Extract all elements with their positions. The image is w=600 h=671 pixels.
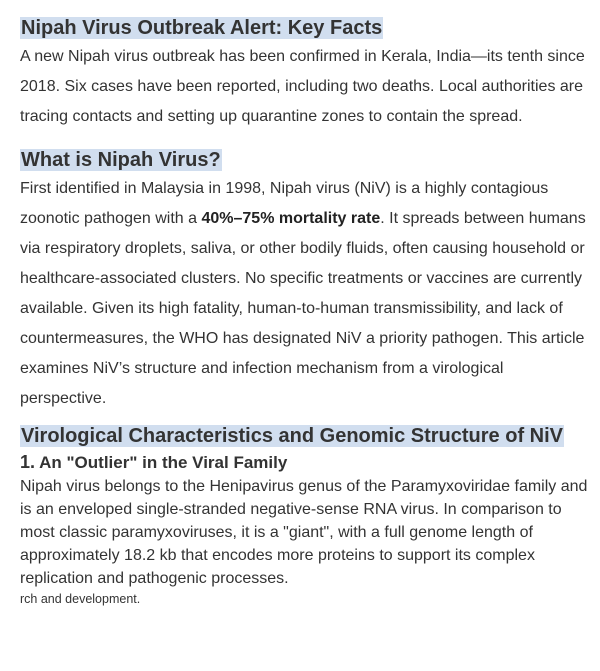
section-heading-key-facts — [20, 14, 592, 42]
paragraph-text: First identified in Malaysia in 1998, Nipah virus (NiV) is a highly contagious zoonotic pathogen with a — [20, 180, 549, 227]
paragraph-text: . It spreads between humans via respiratory droplets, saliva, or other bodily fluids, often causing household or healthcare-associated clusters. No specific treatments or vaccines are currently available. Given its high fatality, human-to-human transmissibility, and lack of countermeasures, the WHO has designated NiV a priority pathogen. This article examines NiV’s structure and infection mechanism from a virological perspective. — [20, 210, 586, 407]
mortality-rate-emphasis: 40%–75% mortality rate — [201, 210, 381, 227]
heading-highlight: Nipah Virus Outbreak Alert: Key Facts — [21, 17, 383, 39]
section-heading-virological-characteristics — [20, 422, 592, 450]
heading-highlight: What is Nipah Virus? — [21, 149, 221, 171]
subheading-text: An "Outlier" in the Viral Family — [35, 453, 288, 472]
article — [20, 14, 592, 607]
virological-paragraph: Nipah virus belongs to the Henipavirus genus of the Paramyxoviridae family and is an enveloped single-stranded negative-sense RNA virus. In comparison to most classic paramyxoviruses, it is a "giant", with a full genome length of approximately 18.2 kb that encodes more proteins to support its complex replication and pathogenic processes. — [20, 478, 588, 587]
heading-highlight: Virological Characteristics and Genomic Structure of NiV — [21, 425, 564, 447]
key-facts-paragraph: A new Nipah virus outbreak has been confirmed in Kerala, India—its tenth since 2018. Six cases have been reported, including two deaths. Local authorities are tracing contacts and setting up quarantine zones to contain the spread. — [20, 48, 585, 125]
trailing-text-fragment: rch and development. — [20, 592, 141, 606]
subheading-number: 1. — [20, 452, 36, 472]
section-heading-what-is-nipah — [20, 146, 592, 174]
what-is-nipah-paragraph — [20, 174, 592, 414]
subheading-outlier — [20, 450, 592, 475]
